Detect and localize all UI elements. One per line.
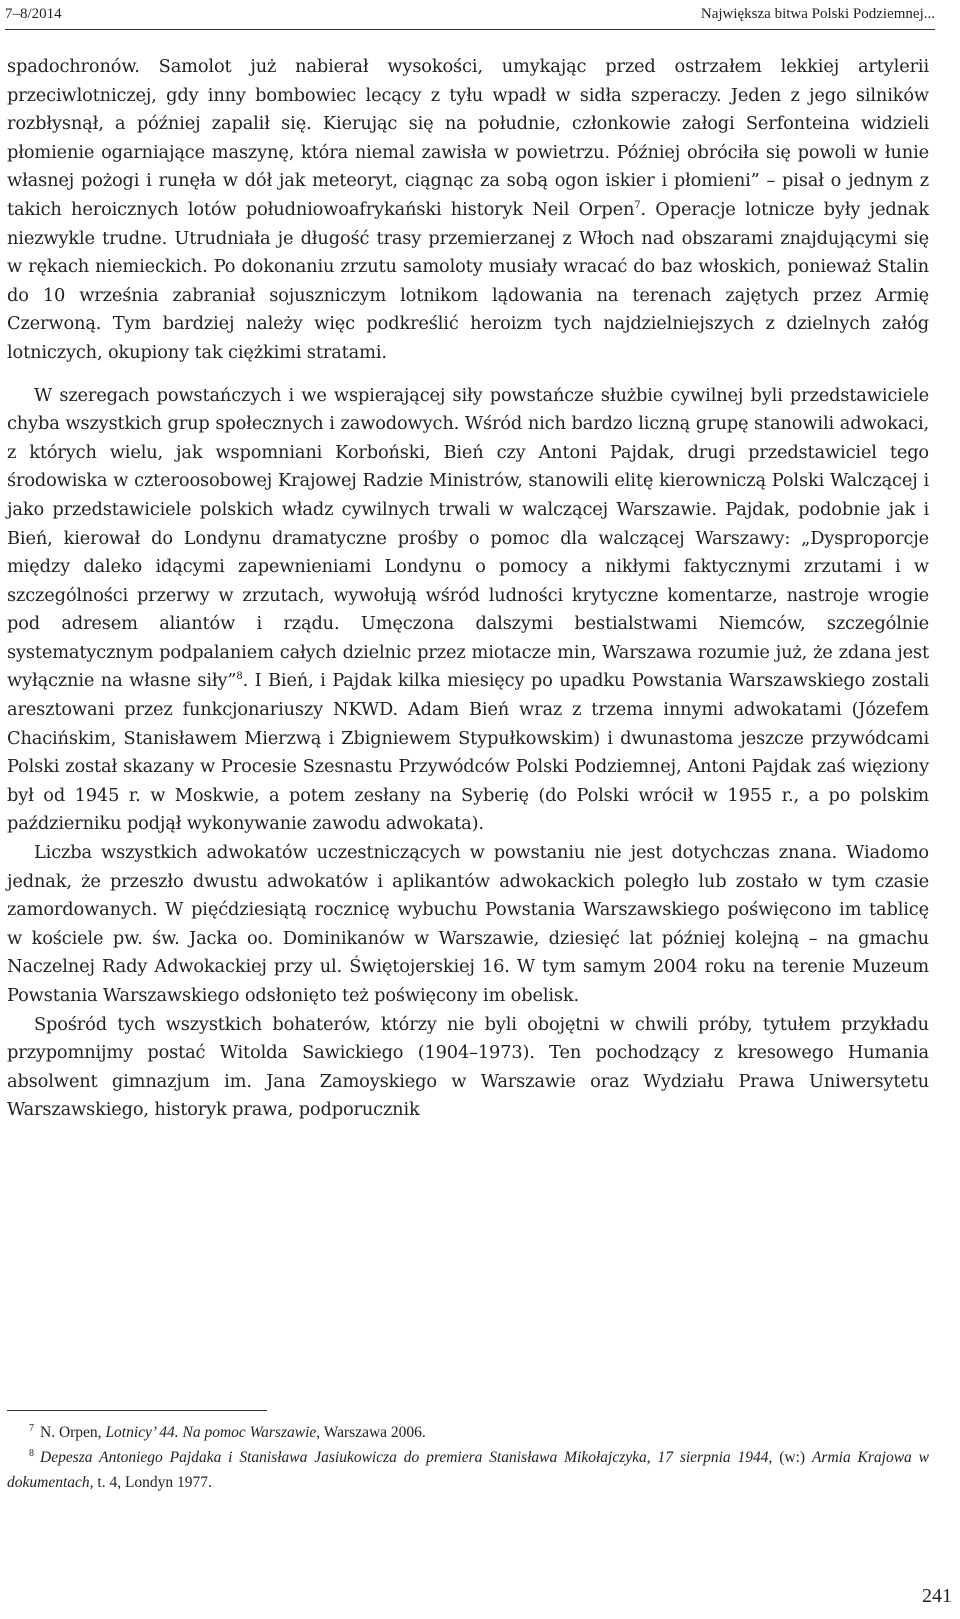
footnote-text: N. Orpen, bbox=[40, 1424, 106, 1441]
paragraph-text: spadochronów. Samolot już nabierał wysokości, umykając przed ostrzałem lekkiej artylerii przeciwlotniczej, gdy inny bombowiec lecący z tyłu wpadł w sidła szperaczy. Jeden z jego silników rozbłysnął, a później zapalił się. Kierując się na południe, członkowie załogi Serfonteina widzieli płomienie ogarniające maszynę, która niemal zawisła w powietrzu. Później obróciła się powoli w łunie własnej pożogi i runęła w dół jak meteoryt, ciągnąc za sobą ogon iskier i płomieni” – pisał o jednym z takich heroicznych lotów południowoafrykański historyk Neil Orpen bbox=[7, 56, 929, 220]
footnote-ref-8[interactable]: 8 bbox=[236, 671, 243, 683]
footnotes bbox=[7, 1420, 929, 1495]
footnote-7 bbox=[7, 1420, 929, 1445]
paragraph-3 bbox=[7, 839, 929, 1011]
footnote-divider bbox=[7, 1410, 267, 1411]
running-head bbox=[5, 4, 935, 30]
issue-number: 7–8/2014 bbox=[5, 6, 62, 22]
paragraph-text: Liczba wszystkich adwokatów uczestniczących w powstaniu nie jest dotychczas znana. Wiadomo jednak, że przeszło dwustu adwokatów i aplikantów adwokackich poległo lub zostało w tym czasie zamordowanych. W pięćdziesiątą rocznicę wybuchu Powstania Warszawskiego poświęcono im tablicę w kościele pw. św. Jacka oo. Dominikanów w Warszawie, dziesięć lat później kolejną – na gmachu Naczelnej Rady Adwokackiej przy ul. Świętojerskiej 16. W tym samym 2004 roku na terenie Muzeum Powstania Warszawskiego odsłonięto też poświęcony im obelisk. bbox=[7, 842, 929, 1006]
paragraph-text: Spośród tych wszystkich bohaterów, którzy nie byli obojętni w chwili próby, tytułem przykładu przypomnijmy postać Witolda Sawickiego (1904–1973). Ten pochodzący z kresowego Humania absolwent gimnazjum im. Jana Zamoyskiego w Warszawie oraz Wydziału Prawa Uniwersytetu Warszawskiego, historyk prawa, podporucznik bbox=[7, 1013, 929, 1121]
paragraph-text: W szeregach powstańczych i we wspierającej siły powstańcze służbie cywilnej byli przedstawiciele chyba wszystkich grup społecznych i zawodowych. Wśród nich bardzo liczną grupę stanowili adwokaci, z których wielu, jak wspomniani Korboński, Bień czy Antoni Pajdak, drugi przedstawiciel tego środowiska w czteroosobowej Krajowej Radzie Ministrów, stanowili elitę kierowniczą Polski Walczącej i jako przedstawiciele polskich władz cywilnych trwali w walczącej Warszawie. Pajdak, podobnie jak i Bień, kierował do Londynu dramatyczne prośby o pomoc dla walczącej Warszawy: „Dysproporcje między daleko idącymi zapewnieniami Londynu o pomocy a nikłymi faktycznymi zrzutami i w szczególności przerwy w zrzutach, wywołują wśród ludności krytyczne komentarze, nastroje wrogie pod adresem aliantów i rządu. Umęczona dalszymi bestialstwami Niemców, szczególnie systematycznym podpalaniem całych dzielnic przez miotacze min, Warszawa rozumie już, że zdana jest wyłącznie na własne siły” bbox=[7, 384, 929, 692]
footnote-number: 8 bbox=[29, 1447, 34, 1459]
footnote-title: Lotnicy’ 44. Na pomoc Warszawie bbox=[105, 1424, 317, 1441]
footnote-text: , t. 4, Londyn 1977. bbox=[89, 1474, 212, 1491]
page-number: 241 bbox=[922, 1585, 952, 1607]
body-text bbox=[7, 53, 929, 1125]
footnote-title: Depesza Antoniego Pajdaka i Stanisława Jasiukowicza do premiera Stanisława Mikołajczyka, 17 sierpnia 1944 bbox=[40, 1449, 769, 1466]
article-title: Największa bitwa Polski Podziemnej... bbox=[700, 6, 935, 22]
footnote-ref-7[interactable]: 7 bbox=[634, 200, 641, 212]
footnote-8 bbox=[7, 1445, 929, 1495]
paragraph-1 bbox=[7, 53, 929, 368]
paragraph-text: . I Bień, i Pajdak kilka miesięcy po upadku Powstania Warszawskiego zostali aresztowani przez funkcjonariuszy NKWD. Adam Bień wraz z trzema innymi adwokatami (Józefem Chacińskim, Stanisławem Mierzwą i Zbigniewem Stypułkowskim) i dwunastoma jeszcze przywódcami Polski został skazany w Procesie Szesnastu Przywódców Polski Podziemnej, Antoni Pajdak zaś więziony był od 1945 r. w Moskwie, a potem zesłany na Syberię (do Polski wrócił w 1955 r., a po polskim październiku podjął wykonywanie zawodu adwokata). bbox=[7, 670, 929, 835]
footnote-text: , Warszawa 2006. bbox=[316, 1424, 426, 1441]
paragraph-2 bbox=[7, 382, 929, 840]
footnote-number: 7 bbox=[29, 1422, 34, 1434]
footnote-text: , (w:) bbox=[768, 1449, 812, 1466]
footnote-source-title: Armia Krajowa w dokumentach bbox=[7, 1449, 930, 1491]
paragraph-4 bbox=[7, 1011, 929, 1125]
paragraph-text: . Operacje lotnicze były jednak niezwykle trudne. Utrudniała je długość trasy przemierzanej z Włoch nad obszarami znajdującymi się w rękach niemieckich. Po dokonaniu zrzutu samoloty musiały wracać do baz włoskich, ponieważ Stalin do 10 września zabraniał sojuszniczym lotnikom lądowania na terenach zajętych przez Armię Czerwoną. Tym bardziej należy więc podkreślić heroizm tych najdzielniejszych z dzielnych załóg lotniczych, okupiony tak ciężkimi stratami. bbox=[7, 198, 929, 363]
